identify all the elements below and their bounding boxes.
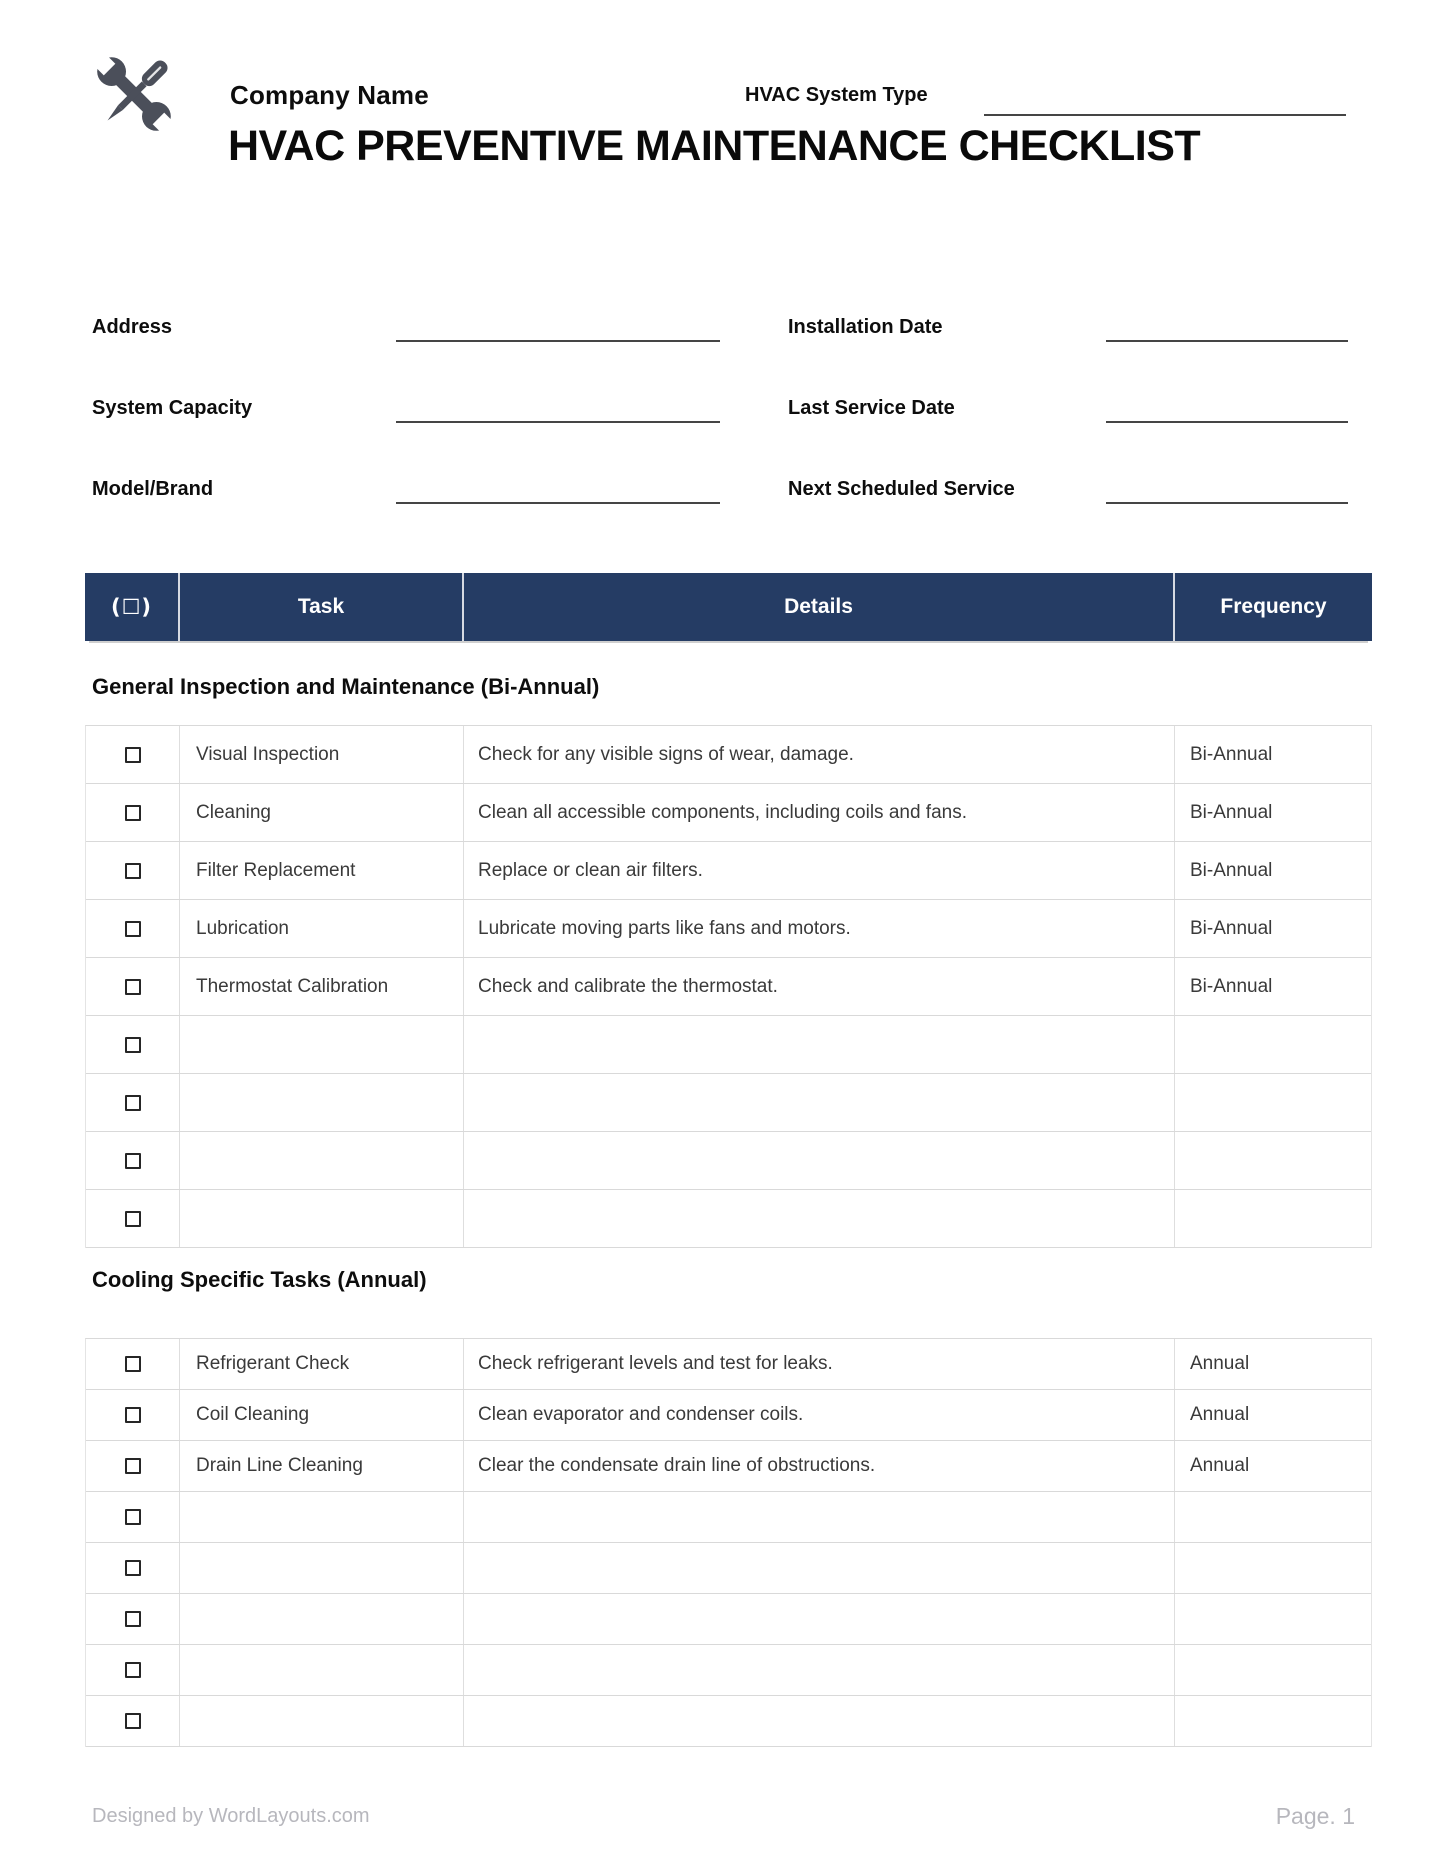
last-service-date-input-line[interactable] [1106,421,1348,423]
address-label: Address [92,316,173,338]
checkbox-cell [86,726,180,783]
frequency-cell: Annual [1190,1353,1250,1374]
checkbox-cell [86,1074,180,1131]
row-checkbox[interactable] [125,863,141,879]
task-cell: Drain Line Cleaning [180,1441,464,1491]
frequency-cell [1175,1645,1371,1695]
frequency-cell [1175,1074,1371,1131]
row-checkbox[interactable] [125,1037,141,1053]
last-service-date-label: Last Service Date [788,397,955,419]
table-row [86,1492,1371,1543]
frequency-cell: Annual [1190,1404,1250,1425]
frequency-cell: Bi-Annual [1190,859,1273,881]
table-row [86,958,1371,1016]
table-row [86,1696,1371,1747]
company-name: Company Name [230,80,429,110]
row-checkbox[interactable] [125,1211,141,1227]
checkbox-cell [86,958,180,1015]
row-checkbox[interactable] [125,1509,141,1525]
checkbox-cell [86,900,180,957]
table-row [86,1441,1371,1492]
checklist [85,573,1372,1747]
table-row [86,726,1371,784]
table-row [86,784,1371,842]
table-section [85,1267,1372,1747]
checklist-table [85,1338,1372,1747]
hvac-system-type-label: HVAC System Type [745,84,928,106]
details-cell [464,1074,1175,1131]
details-cell: Check for any visible signs of wear, damage. [464,726,1175,783]
details-cell [464,1132,1175,1189]
task-cell [180,1543,464,1593]
details-cell: Replace or clean air filters. [464,842,1175,899]
frequency-cell: Bi-Annual [1190,801,1273,823]
details-column-header: Details [464,573,1175,641]
checkbox-cell [86,1190,180,1247]
row-checkbox[interactable] [125,1356,141,1372]
installation-date-label: Installation Date [788,316,943,338]
checkbox-column-header: (☐) [85,573,180,641]
task-cell [180,1016,464,1073]
table-row [86,1074,1371,1132]
system-capacity-input-line[interactable] [396,421,720,423]
details-cell: Lubricate moving parts like fans and motors. [464,900,1175,957]
row-checkbox[interactable] [125,1095,141,1111]
details-cell [464,1543,1175,1593]
designer-credit: Designed by WordLayouts.com [92,1805,370,1827]
row-checkbox[interactable] [125,979,141,995]
row-checkbox[interactable] [125,921,141,937]
next-scheduled-service-input-line[interactable] [1106,502,1348,504]
checkbox-cell [86,842,180,899]
task-cell [180,1594,464,1644]
checkbox-cell [86,1594,180,1644]
row-checkbox[interactable] [125,1662,141,1678]
section-heading: General Inspection and Maintenance (Bi-Annual) [92,674,600,699]
checkbox-cell [86,1696,180,1746]
task-cell [180,1492,464,1542]
task-cell [180,1190,464,1247]
task-cell: Coil Cleaning [180,1390,464,1440]
task-cell [180,1074,464,1131]
task-cell: Refrigerant Check [180,1339,464,1389]
details-cell [464,1696,1175,1746]
wrench-screwdriver-icon [86,44,182,144]
task-cell [180,1645,464,1695]
row-checkbox[interactable] [125,747,141,763]
page-title: HVAC PREVENTIVE MAINTENANCE CHECKLIST [228,122,1201,170]
table-row [86,1339,1371,1390]
checklist-table [85,725,1372,1248]
checkbox-cell [86,784,180,841]
row-checkbox[interactable] [125,1611,141,1627]
frequency-cell [1175,1696,1371,1746]
details-cell: Clean all accessible components, including coils and fans. [464,784,1175,841]
table-row [86,900,1371,958]
hvac-system-type-input-line[interactable] [984,114,1346,116]
frequency-cell [1175,1594,1371,1644]
table-section [85,674,1372,1248]
row-checkbox[interactable] [125,1153,141,1169]
model-brand-label: Model/Brand [92,478,214,500]
checkbox-cell [86,1543,180,1593]
frequency-cell: Bi-Annual [1190,743,1273,765]
table-row [86,1390,1371,1441]
frequency-cell [1175,1016,1371,1073]
table-row [86,1543,1371,1594]
row-checkbox[interactable] [125,1458,141,1474]
row-checkbox[interactable] [125,805,141,821]
frequency-cell: Bi-Annual [1190,917,1273,939]
frequency-cell [1175,1190,1371,1247]
checkbox-cell [86,1132,180,1189]
installation-date-input-line[interactable] [1106,340,1348,342]
table-row [86,1132,1371,1190]
section-heading: Cooling Specific Tasks (Annual) [92,1267,427,1292]
checkbox-cell [86,1441,180,1491]
table-row [86,842,1371,900]
address-input-line[interactable] [396,340,720,342]
table-row [86,1594,1371,1645]
frequency-cell: Bi-Annual [1190,975,1273,997]
task-cell [180,1132,464,1189]
table-row [86,1190,1371,1248]
model-brand-input-line[interactable] [396,502,720,504]
details-cell [464,1492,1175,1542]
row-checkbox[interactable] [125,1407,141,1423]
row-checkbox[interactable] [125,1560,141,1576]
page-number: Page. 1 [1275,1803,1355,1829]
frequency-column-header: Frequency [1220,595,1327,618]
details-cell [464,1594,1175,1644]
task-cell: Lubrication [180,900,464,957]
checkbox-cell [86,1339,180,1389]
checkbox-cell [86,1390,180,1440]
frequency-cell: Annual [1190,1455,1250,1476]
details-cell: Check refrigerant levels and test for leaks. [464,1339,1175,1389]
task-cell: Cleaning [180,784,464,841]
frequency-cell [1175,1132,1371,1189]
table-row [86,1016,1371,1074]
checkbox-cell [86,1016,180,1073]
task-column-header: Task [180,573,464,641]
frequency-cell [1175,1543,1371,1593]
details-cell: Check and calibrate the thermostat. [464,958,1175,1015]
system-capacity-label: System Capacity [92,397,253,419]
task-cell: Filter Replacement [180,842,464,899]
details-cell [464,1190,1175,1247]
row-checkbox[interactable] [125,1713,141,1729]
details-cell [464,1645,1175,1695]
details-cell [464,1016,1175,1073]
table-row [86,1645,1371,1696]
next-scheduled-service-label: Next Scheduled Service [788,478,1015,500]
details-cell: Clean evaporator and condenser coils. [464,1390,1175,1440]
task-cell [180,1696,464,1746]
task-cell: Visual Inspection [180,726,464,783]
frequency-cell [1175,1492,1371,1542]
table-header-row [85,573,1372,641]
checkbox-cell [86,1492,180,1542]
details-cell: Clear the condensate drain line of obstructions. [464,1441,1175,1491]
task-cell: Thermostat Calibration [180,958,464,1015]
checkbox-cell [86,1645,180,1695]
